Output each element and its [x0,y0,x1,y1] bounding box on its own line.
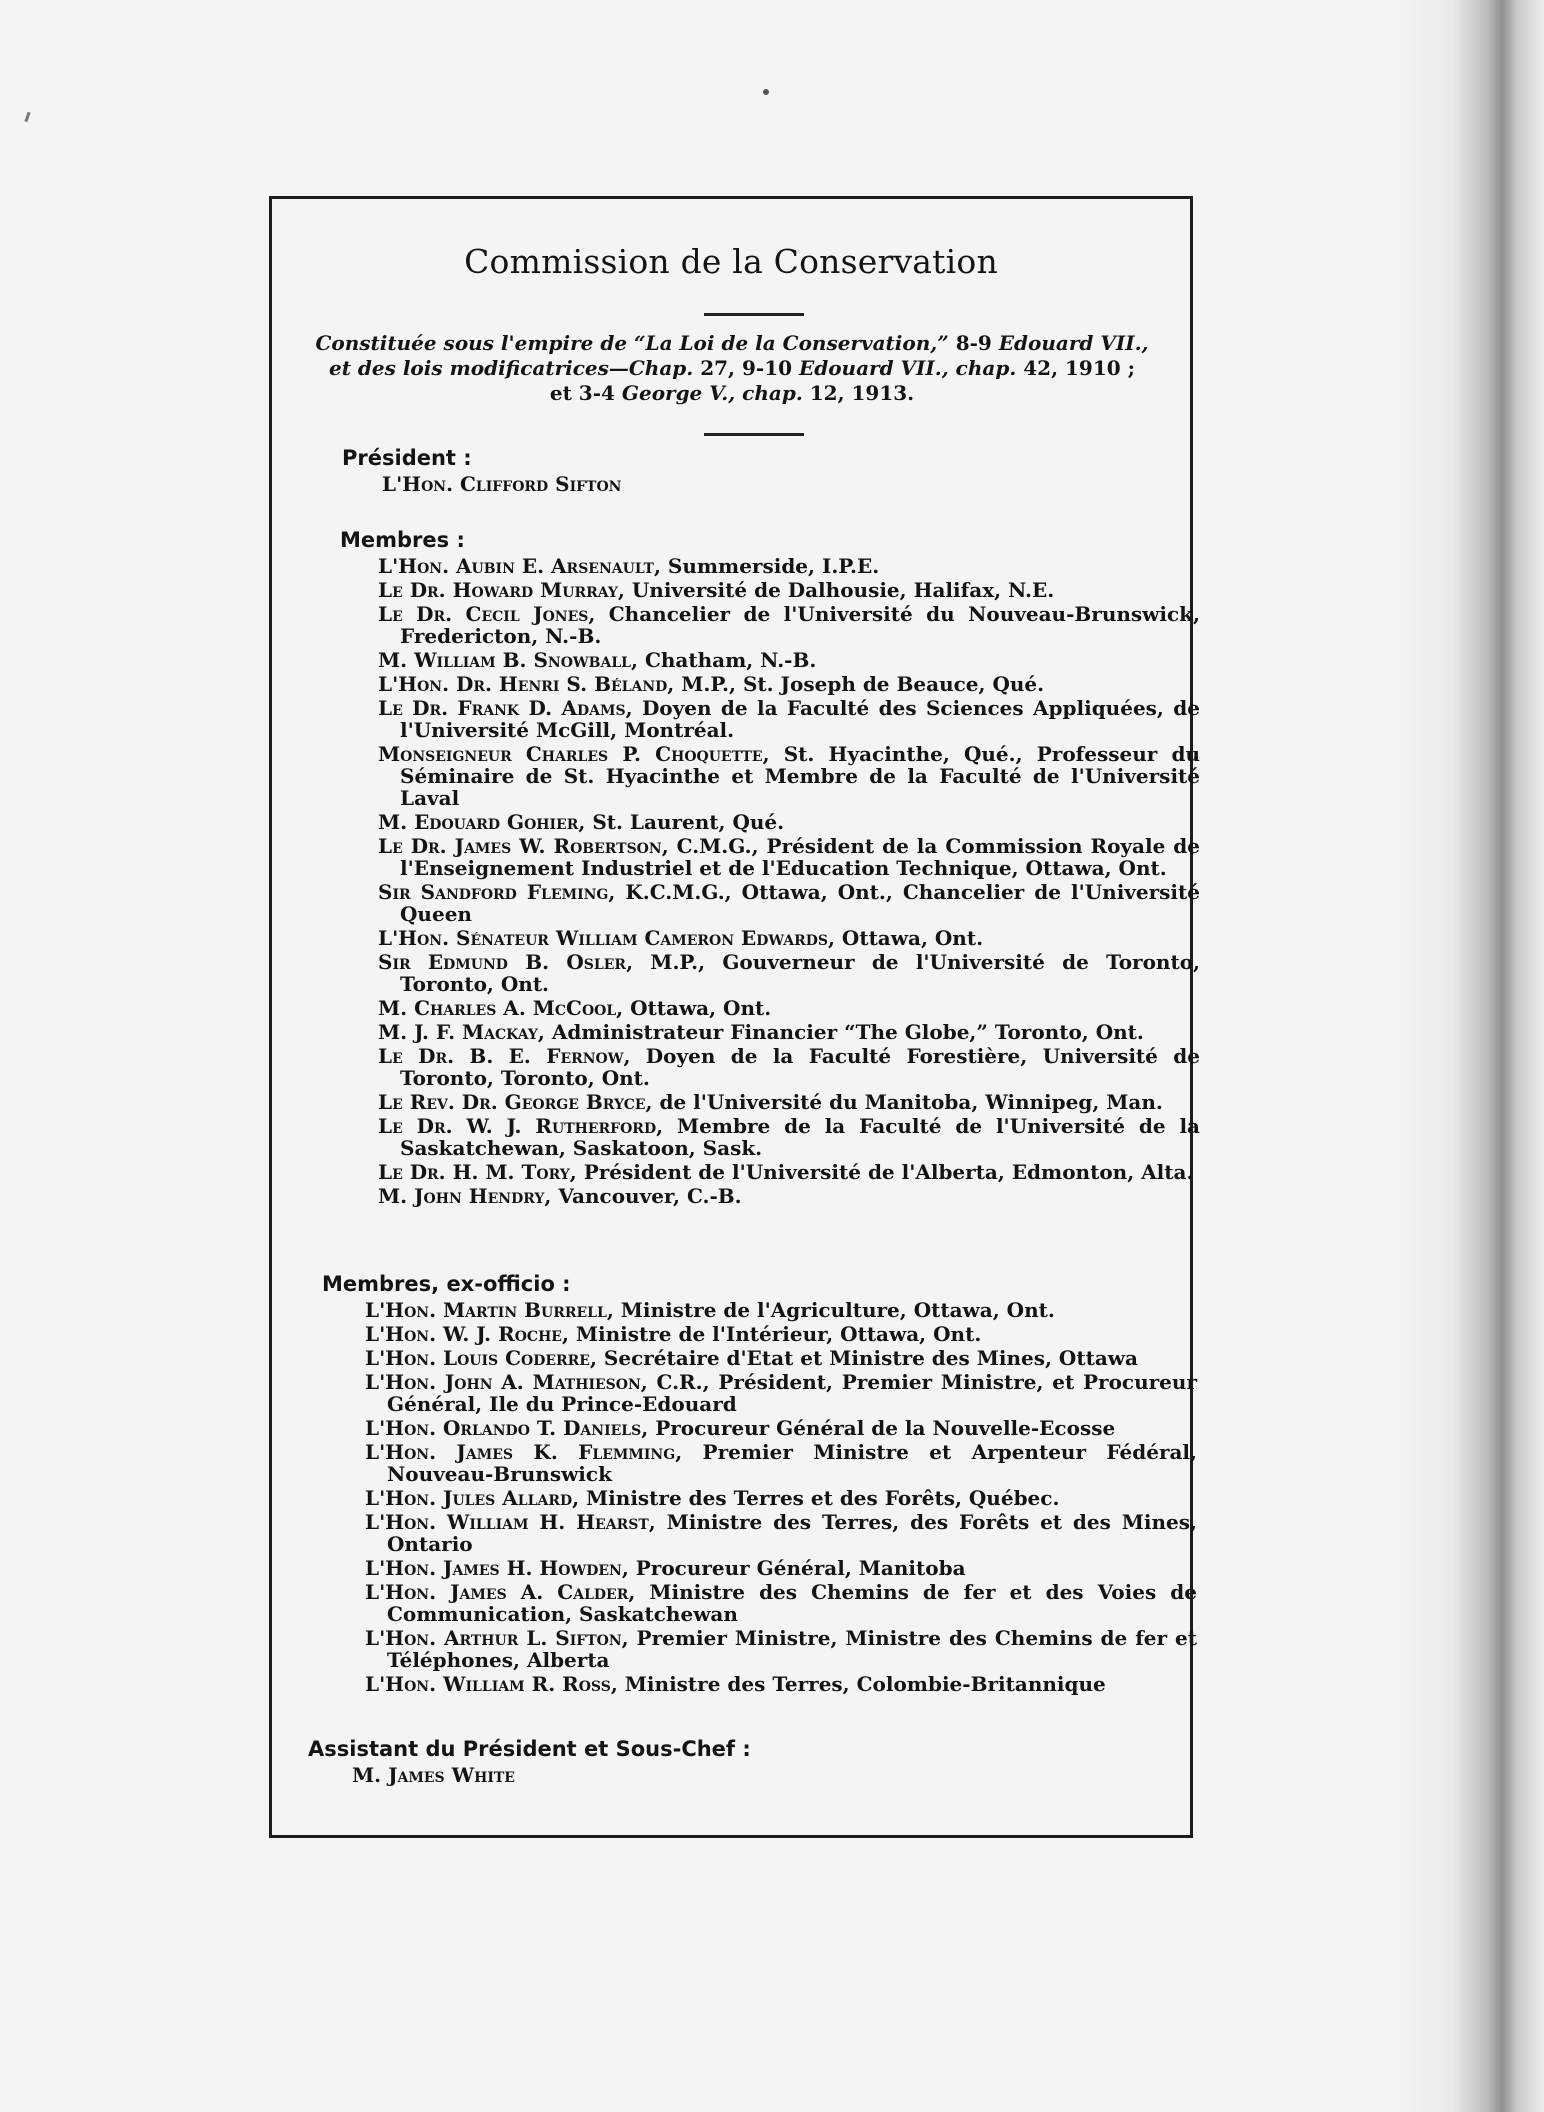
member-detail: , Ministre des Chemins de fer et des Voies de Communication, Saskatchewan [387,1580,1197,1626]
member-name: L'Hon. W. J. Roche [365,1322,562,1346]
member-detail: , M.P., Gouverneur de l'Université de Toronto, Toronto, Ont. [400,950,1200,996]
member-entry [382,473,1004,495]
member-name: Le Dr. Frank D. Adams [378,696,626,720]
subtitle-part: George V., chap. [621,381,803,405]
member-name: L'Hon. James A. Calder [365,1580,629,1604]
member-entry [378,579,1200,601]
member-entry [365,1299,1197,1321]
subtitle-rule [704,433,804,436]
member-detail: , Doyen de la Faculté Forestière, Université de Toronto, Toronto, Ont. [400,1044,1200,1090]
member-detail: , Administrateur Financier “The Globe,” Toronto, Ont. [537,1020,1144,1044]
subtitle-part: et des lois modificatrices—Chap. [328,356,694,380]
member-detail: , Membre de la Faculté de l'Université de la Saskatchewan, Saskatoon, Sask. [400,1114,1200,1160]
member-entry [378,997,1200,1019]
section-heading: Président : [342,446,472,470]
member-entry [378,673,1200,695]
document-title: Commission de la Conservation [464,242,998,281]
member-entry [378,881,1200,925]
member-entry [378,1045,1200,1089]
member-detail: , Secrétaire d'Etat et Ministre des Mines, Ottawa [589,1346,1138,1370]
subtitle-part: 42, 1910 ; [1016,356,1136,380]
member-detail: , C.M.G., Président de la Commission Royale de l'Enseignement Industriel et de l'Education Technique, Ottawa, Ont. [400,834,1200,880]
member-entry [365,1441,1197,1485]
member-name: L'Hon. James K. Flemming [365,1440,676,1464]
member-entry [378,1021,1200,1043]
member-entry [378,649,1200,671]
member-name: Le Dr. Howard Murray [378,578,618,602]
document-frame [269,196,1201,1838]
member-entry [365,1323,1197,1345]
member-detail: , Président de l'Université de l'Alberta, Edmonton, Alta. [569,1160,1194,1184]
member-name: L'Hon. Louis Coderre [365,1346,590,1370]
section-president [272,443,1190,497]
member-detail: , Procureur Général, Manitoba [621,1556,966,1580]
member-detail: , Doyen de la Faculté des Sciences Appliquées, de l'Université McGill, Montréal. [400,696,1200,742]
member-entry [378,951,1200,995]
subtitle-part: 8-9 [948,331,999,355]
member-name: Le Dr. Cecil Jones [378,602,589,626]
member-entry [365,1487,1197,1509]
member-name: Le Rev. Dr. George Bryce [378,1090,646,1114]
member-entry [378,697,1200,741]
member-detail: , Ministre des Terres, des Forêts et des Mines, Ontario [387,1510,1197,1556]
member-name: L'Hon. Aubin E. Arsenault [378,554,654,578]
member-name: Le Dr. W. J. Rutherford [378,1114,657,1138]
subtitle-part: Edouard VII., chap. [798,356,1017,380]
member-entry [378,555,1200,577]
member-name: Monseigneur Charles P. Choquette [378,742,763,766]
member-detail: , Ministre des Terres, Colombie-Britannique [610,1672,1106,1696]
member-entry [365,1673,1197,1695]
section-ex-officio [272,1269,1197,1697]
member-entry [378,743,1200,809]
member-name: L'Hon. Dr. Henri S. Béland [378,672,668,696]
member-detail: , Université de Dalhousie, Halifax, N.E. [617,578,1055,602]
subtitle-part: et 3-4 [549,381,622,405]
member-detail: , Chancelier de l'Université du Nouveau-Brunswick, Fredericton, N.-B. [400,602,1200,648]
member-entry [378,1115,1200,1159]
member-name: M. Charles A. McCool [378,996,617,1020]
member-detail: , Ministre de l'Intérieur, Ottawa, Ont. [561,1322,982,1346]
member-name: L'Hon. James H. Howden [365,1556,622,1580]
member-detail: , Procureur Général de la Nouvelle-Ecosse [641,1416,1116,1440]
member-entry [378,927,1200,949]
member-detail: , K.C.M.G., Ottawa, Ont., Chancelier de l'Université Queen [400,880,1200,926]
member-name: L'Hon. Martin Burrell [365,1298,607,1322]
member-detail: , Vancouver, C.-B. [544,1184,742,1208]
member-entry [352,1764,974,1786]
member-detail: , Ottawa, Ont. [616,996,772,1020]
member-detail: , Ministre de l'Agriculture, Ottawa, Ont. [606,1298,1055,1322]
member-name: L'Hon. John A. Mathieson [365,1370,641,1394]
subtitle-part: Constituée sous l'empire de “La Loi de la Conservation,” [315,331,949,355]
member-entry [378,603,1200,647]
member-entry [378,1185,1200,1207]
member-detail: , Chatham, N.-B. [631,648,817,672]
member-name: L'Hon. Clifford Sifton [382,472,622,496]
title-rule [704,313,804,316]
subtitle-line [312,356,1152,381]
member-name: L'Hon. William R. Ross [365,1672,611,1696]
member-name: M. J. F. Mackay [378,1020,538,1044]
member-name: L'Hon. Sénateur William Cameron Edwards [378,926,828,950]
page-edge-shadow [1394,0,1544,2112]
scan-mark [763,89,769,95]
member-entry [378,835,1200,879]
member-detail: , Summerside, I.P.E. [653,554,880,578]
member-entry [365,1371,1197,1415]
section-assistant [272,1734,1190,1788]
member-name: M. William B. Snowball [378,648,632,672]
member-entry [365,1511,1197,1555]
member-entry [378,1161,1200,1183]
member-name: L'Hon. Orlando T. Daniels [365,1416,642,1440]
section-heading: Membres, ex-officio : [322,1272,571,1296]
member-detail: , Ottawa, Ont. [827,926,984,950]
member-name: Le Dr. B. E. Fernow [378,1044,624,1068]
subtitle-part: 12, 1913. [802,381,915,405]
member-detail: , St. Hyacinthe, Qué., Professeur du Séminaire de St. Hyacinthe et Membre de la Faculté de l'Université Laval [400,742,1201,810]
member-detail: , Premier Ministre et Arpenteur Fédéral, Nouveau-Brunswick [387,1440,1197,1486]
section-heading: Assistant du Président et Sous-Chef : [308,1737,751,1761]
member-detail: , M.P., St. Joseph de Beauce, Qué. [667,672,1045,696]
member-entry [365,1557,1197,1579]
member-name: Le Dr. James W. Robertson [378,834,662,858]
subtitle-line [312,381,1152,406]
section-membres [272,525,1201,1209]
member-name: M. John Hendry [378,1184,545,1208]
member-name: L'Hon. William H. Hearst [365,1510,649,1534]
member-name: L'Hon. Jules Allard [365,1486,573,1510]
member-entry [365,1417,1197,1439]
member-detail: , de l'Université du Manitoba, Winnipeg, Man. [645,1090,1163,1114]
document-subtitle [312,331,1152,406]
member-name: Sir Sandford Fleming [378,880,609,904]
subtitle-part: Edouard VII., [998,331,1149,355]
member-entry [378,811,1200,833]
member-entry [365,1627,1197,1671]
member-entry [365,1347,1197,1369]
member-entry [378,1091,1200,1113]
member-detail: , C.R., Président, Premier Ministre, et Procureur Général, Ile du Prince-Edouard [387,1370,1197,1416]
member-entry [365,1581,1197,1625]
subtitle-line [312,331,1152,356]
subtitle-part: 27, 9-10 [693,356,799,380]
member-name: L'Hon. Arthur L. Sifton [365,1626,622,1650]
member-detail: , Ministre des Terres et des Forêts, Québec. [572,1486,1060,1510]
member-name: Sir Edmund B. Osler [378,950,627,974]
member-detail: , Premier Ministre, Ministre des Chemins de fer et Téléphones, Alberta [387,1626,1197,1672]
member-name: M. James White [352,1763,515,1787]
member-detail: , St. Laurent, Qué. [578,810,785,834]
scan-mark [24,112,30,122]
section-heading: Membres : [340,528,465,552]
member-name: M. Edouard Gohier [378,810,579,834]
member-name: Le Dr. H. M. Tory [378,1160,570,1184]
